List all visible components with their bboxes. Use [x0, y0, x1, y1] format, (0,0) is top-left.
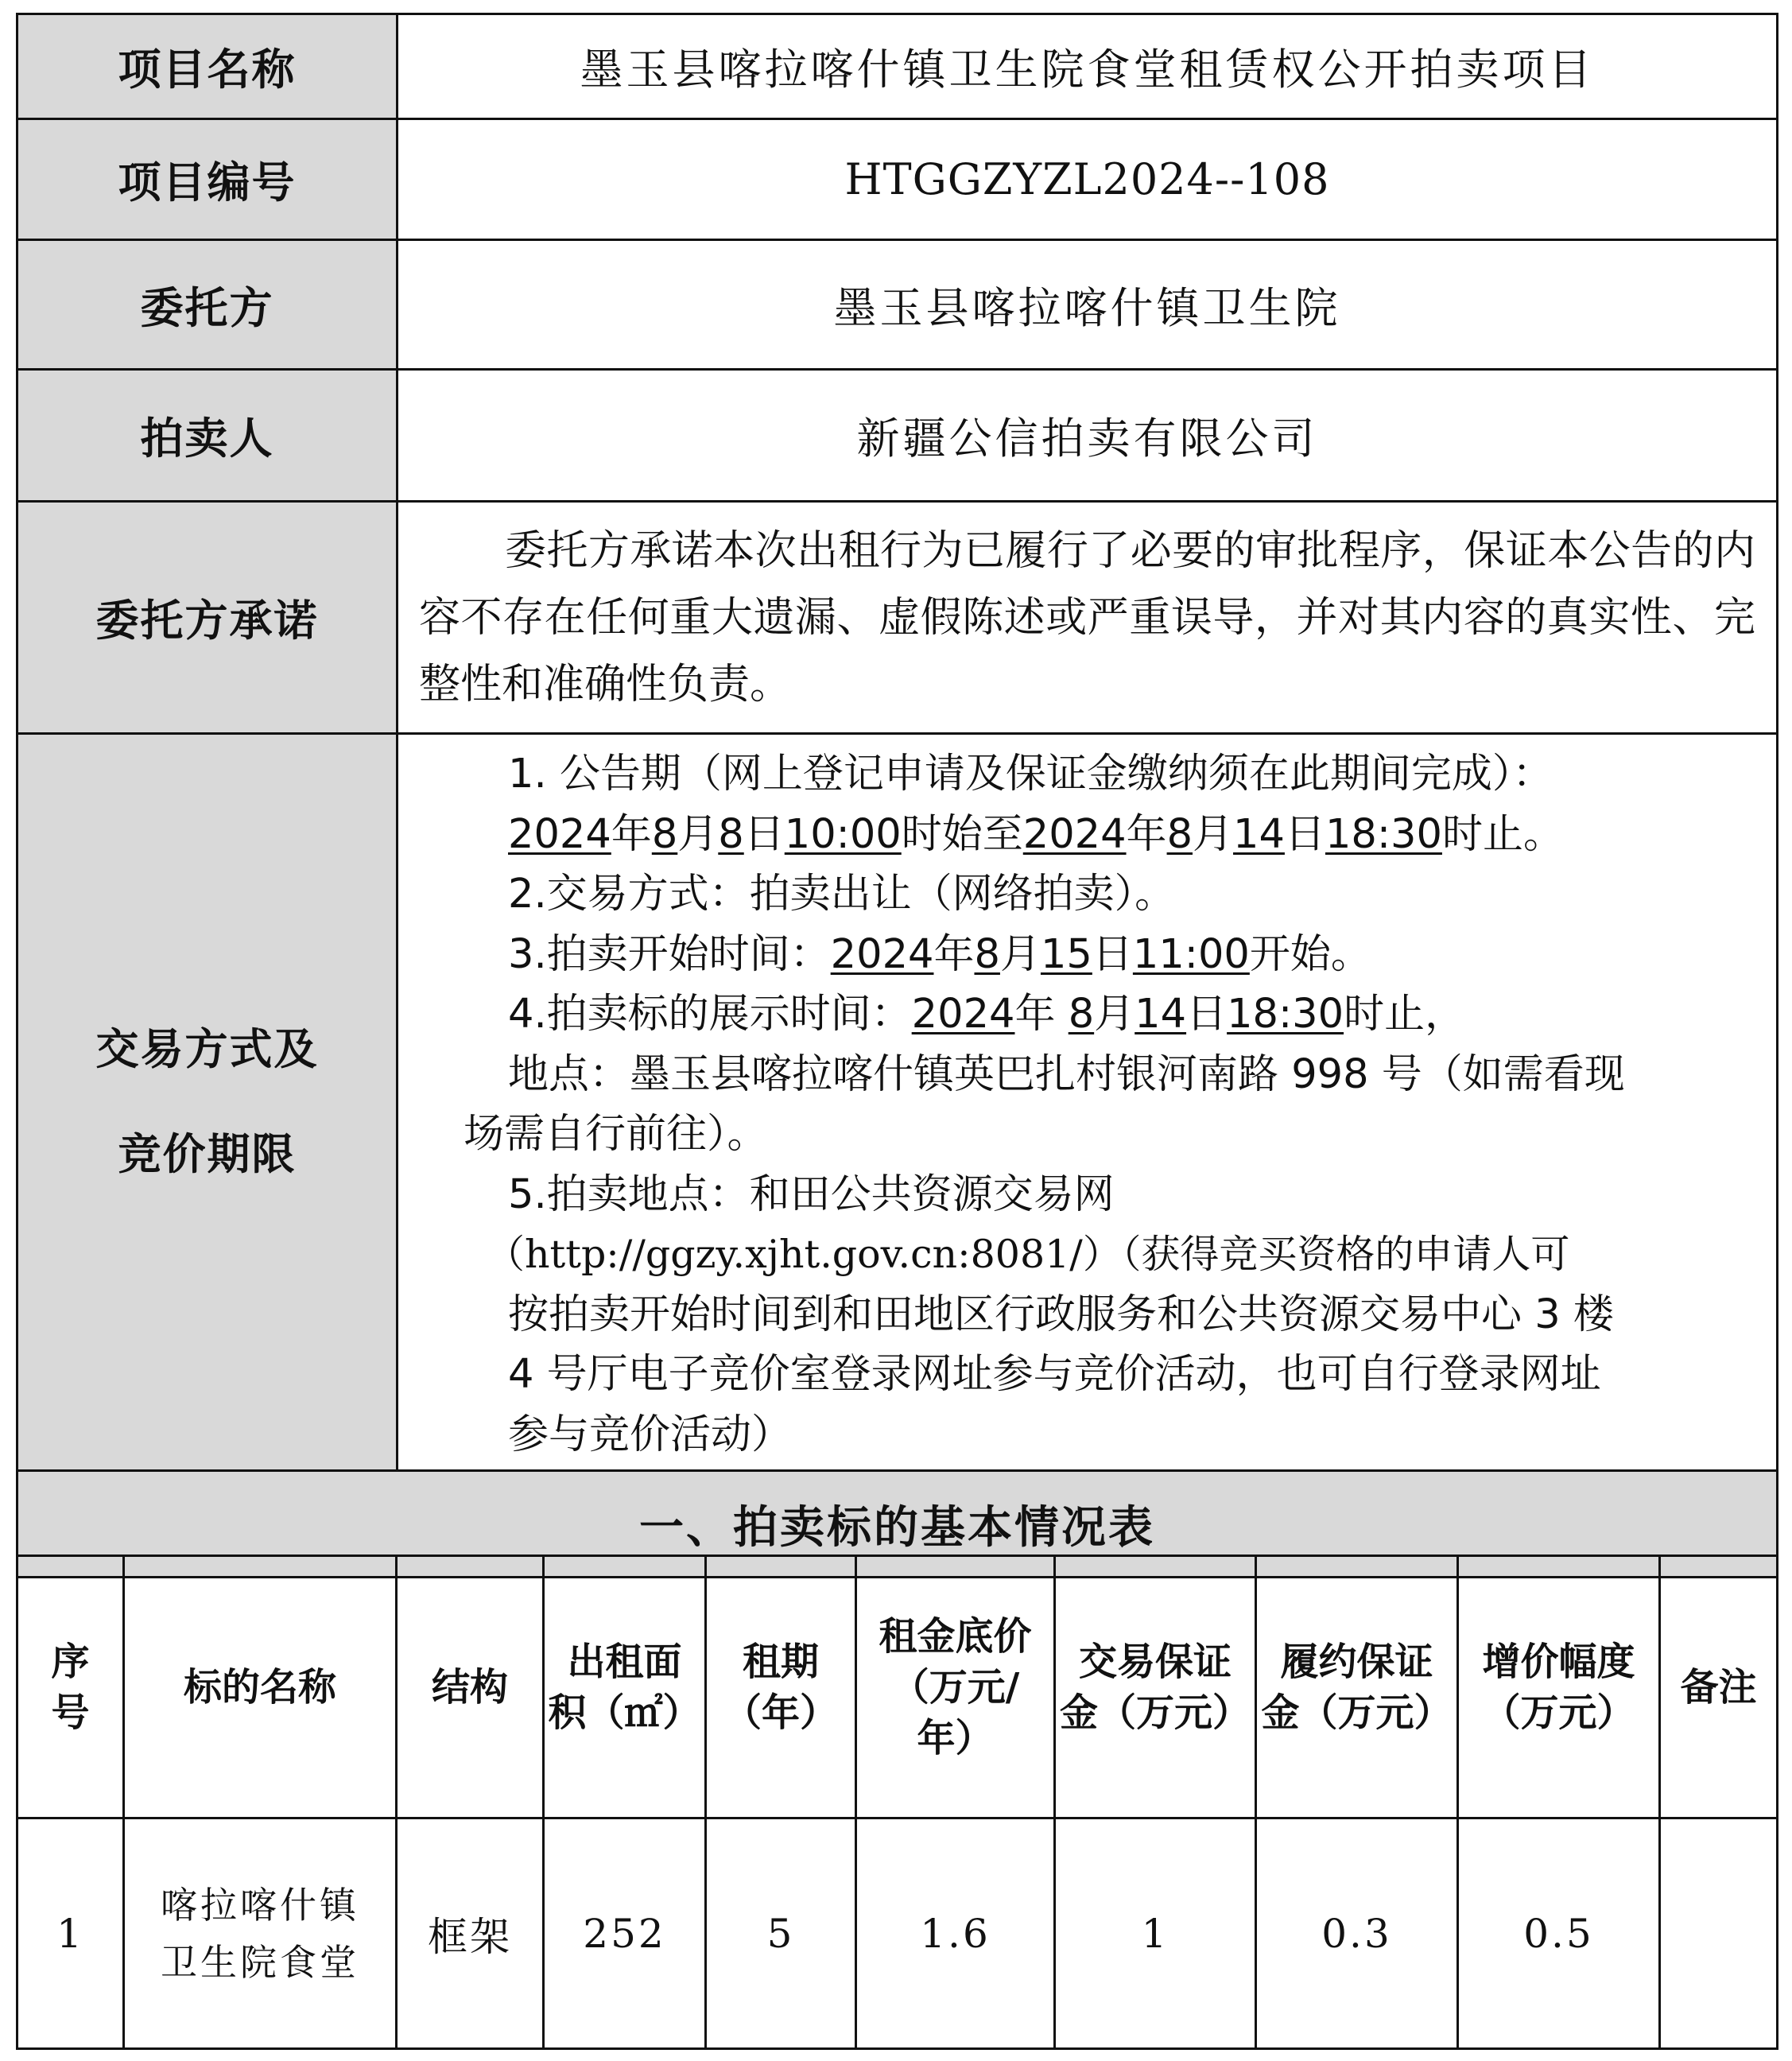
display-time: 18:30: [1227, 991, 1344, 1038]
header-deposit: [1055, 1556, 1256, 1818]
auction-start-month: 8: [974, 930, 1000, 978]
cell-index: 1: [17, 1818, 124, 2049]
cell-performance-bond: 0.3: [1256, 1818, 1458, 2049]
row-project-number: [17, 119, 1778, 240]
venue-line: 5.拍卖地点：和田公共资源交易网: [508, 1170, 1115, 1218]
cell-increment: 0.5: [1458, 1818, 1660, 2049]
commitment-label: 委托方承诺: [17, 502, 398, 734]
header-performance-bond: [1256, 1556, 1458, 1818]
auction-start-prefix: 3.拍卖开始时间：: [508, 930, 831, 978]
row-auctioneer: [17, 370, 1778, 502]
word-end: 时止。: [1441, 810, 1564, 858]
notice-start-year: 2024: [508, 810, 611, 858]
cell-item-name-line2: 卫生院食堂: [161, 1940, 359, 1984]
venue-line4: 4 号厅电子竞价室登录网址参与竞价活动，也可自行登录网址: [508, 1351, 1601, 1398]
header-area-line2: 积（㎡）: [548, 1690, 701, 1735]
auction-start-suffix: 开始。: [1249, 930, 1371, 978]
word-day: 日: [743, 810, 785, 858]
header-performance-bond-line2: 金（万元）: [1261, 1690, 1453, 1735]
project-number-label: 项目编号: [17, 119, 398, 240]
header-index-line2: 号: [51, 1690, 90, 1735]
display-prefix: 4.拍卖标的展示时间：: [508, 991, 912, 1038]
item-table: [16, 1554, 1778, 2050]
header-item-name: [124, 1556, 397, 1818]
word-month: 月: [999, 930, 1041, 978]
header-deposit-line2: 金（万元）: [1059, 1690, 1251, 1735]
display-day: 14: [1135, 991, 1187, 1038]
venue-line3: 按拍卖开始时间到和田地区行政服务和公共资源交易中心 3 楼: [508, 1291, 1614, 1338]
notice-start-month: 8: [651, 810, 678, 858]
word-day: 日: [1284, 810, 1325, 858]
notice-end-day: 14: [1233, 810, 1285, 858]
notice-end-year: 2024: [1022, 810, 1127, 858]
project-name-value: 墨玉县喀拉喀什镇卫生院食堂租赁权公开拍卖项目: [398, 14, 1778, 119]
auctioneer-value: 新疆公信拍卖有限公司: [398, 370, 1778, 502]
display-time-line: [419, 984, 1755, 1045]
cell-item-name: [124, 1818, 397, 2049]
client-value: 墨玉县喀拉喀什镇卫生院: [398, 240, 1778, 370]
word-year: 年: [611, 810, 652, 858]
header-base-rent-line3: 年）: [917, 1715, 994, 1760]
header-area: [544, 1556, 706, 1818]
venue-url-line: （http://ggzy.xjht.gov.cn:8081/）（获得竞买资格的申请人可: [486, 1232, 1570, 1277]
cell-area: 252: [544, 1818, 706, 2049]
header-term-line1: 租期: [742, 1639, 819, 1684]
word-year: 年: [933, 930, 975, 978]
project-name-label: 项目名称: [17, 14, 398, 119]
header-remarks-line1: 备注: [1680, 1664, 1757, 1710]
header-term-line2: （年）: [723, 1690, 838, 1735]
word-month: 月: [1193, 810, 1234, 858]
location-line1: 地点：墨玉县喀拉喀什镇英巴扎村银河南路 998 号（如需看现: [508, 1050, 1625, 1098]
header-base-rent: [856, 1556, 1055, 1818]
client-label: 委托方: [17, 240, 398, 370]
header-increment-line2: （万元）: [1482, 1690, 1635, 1735]
commitment-text: 委托方承诺本次出租行为已履行了必要的审批程序，保证本公告的内容不存在任何重大遗漏、虚假陈述或严重误导，并对其内容的真实性、完整性和准确性负责。: [398, 502, 1778, 734]
row-project-name: [17, 14, 1778, 119]
location-line2: 场需自行前往）。: [464, 1111, 768, 1158]
notice-start-day: 8: [718, 810, 744, 858]
auction-start-line: [419, 925, 1755, 985]
trading-method: 2.交易方式：拍卖出让（网络拍卖）。: [508, 871, 1176, 918]
trading-label: [17, 734, 398, 1471]
header-item-name-line1: 标的名称: [183, 1664, 336, 1710]
venue-line5: 参与竞价活动）: [508, 1411, 793, 1458]
header-structure-line1: 结构: [431, 1664, 508, 1710]
auctioneer-label: 拍卖人: [17, 370, 398, 502]
trading-label-line1: 交易方式及: [95, 1024, 319, 1074]
table-row: [17, 1818, 1778, 2049]
display-suffix: 时止，: [1344, 991, 1466, 1038]
notice-end-month: 8: [1166, 810, 1193, 858]
row-commitment: [17, 502, 1778, 734]
header-area-line1: 出租面: [567, 1639, 682, 1684]
word-month: 月: [1094, 991, 1135, 1038]
header-base-rent-line1: 租金底价: [879, 1613, 1032, 1659]
section-title: 一、拍卖标的基本情况表: [17, 1471, 1778, 1578]
row-client: [17, 240, 1778, 370]
notice-end-time: 18:30: [1325, 810, 1442, 858]
cell-term: 5: [706, 1818, 856, 2049]
header-base-rent-line2: （万元/: [890, 1664, 1020, 1710]
header-index: [17, 1556, 124, 1818]
row-trading: [17, 734, 1778, 1471]
display-month: 8: [1068, 991, 1095, 1038]
project-number-value: HTGGZYZL2024--108: [398, 119, 1778, 240]
word-year: 年: [1014, 991, 1056, 1038]
word-day: 日: [1186, 991, 1228, 1038]
word-day: 日: [1092, 930, 1133, 978]
display-year: 2024: [911, 991, 1015, 1038]
trading-label-line2: 竞价期限: [118, 1129, 297, 1179]
cell-remarks: [1660, 1818, 1778, 2049]
header-index-line1: 序: [51, 1639, 90, 1684]
header-performance-bond-line1: 履约保证: [1280, 1639, 1433, 1684]
notice-start-time: 10:00: [784, 810, 902, 858]
header-term: [706, 1556, 856, 1818]
cell-base-rent: 1.6: [856, 1818, 1055, 2049]
cell-item-name-line1: 喀拉喀什镇: [161, 1883, 359, 1927]
header-structure: [397, 1556, 544, 1818]
trading-details: [398, 734, 1778, 1471]
word-month: 月: [677, 810, 719, 858]
auction-start-day: 15: [1040, 930, 1092, 978]
announcement-table: [16, 13, 1778, 1578]
header-increment: [1458, 1556, 1660, 1818]
notice-period-dates: [419, 805, 1755, 865]
header-remarks: [1660, 1556, 1778, 1818]
auction-start-time: 11:00: [1132, 930, 1250, 978]
cell-structure: 框架: [397, 1818, 544, 2049]
word-start-until: 时始至: [901, 810, 1023, 858]
cell-deposit: 1: [1055, 1818, 1256, 2049]
word-year: 年: [1126, 810, 1167, 858]
notice-period-line: [419, 744, 1755, 805]
notice-period-prefix: 1. 公告期（网上登记申请及保证金缴纳须在此期间完成）：: [508, 751, 1553, 798]
header-deposit-line1: 交易保证: [1078, 1639, 1232, 1684]
header-increment-line1: 增价幅度: [1482, 1639, 1635, 1684]
item-table-header-row: [17, 1556, 1778, 1818]
auction-start-year: 2024: [830, 930, 934, 978]
